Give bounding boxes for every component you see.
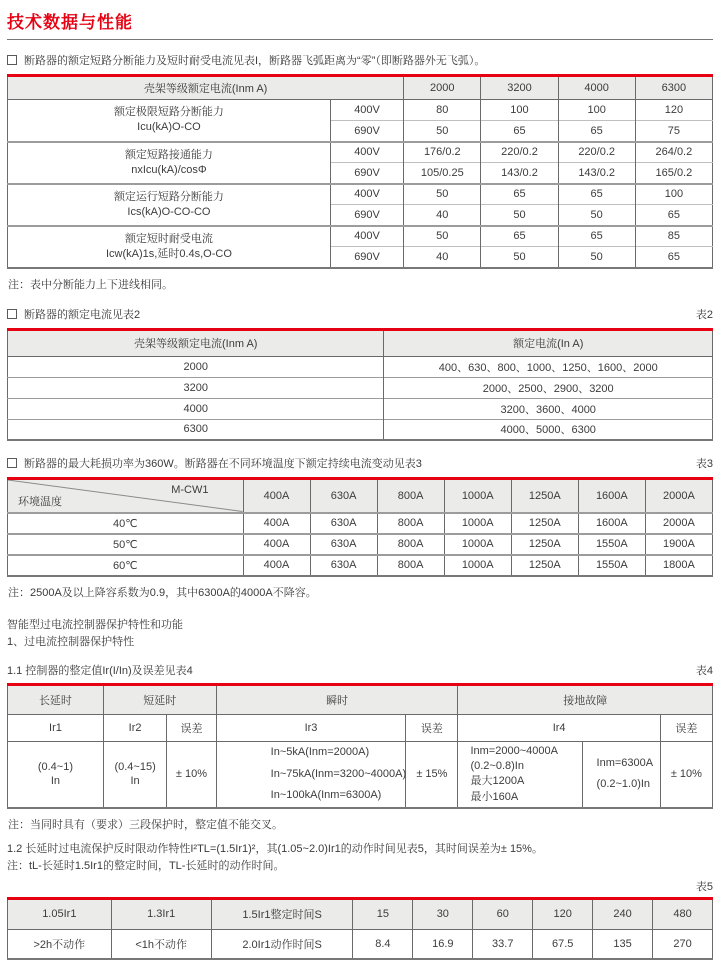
ground-fault-header: 接地故障 <box>458 684 713 714</box>
table2-header-row <box>8 329 713 356</box>
frame-cell: 6300 <box>8 419 384 440</box>
ir4-line: Inm=2000~4000A <box>470 744 558 757</box>
error-header: 误差 <box>406 714 458 741</box>
table3-tag: 表3 <box>695 458 713 470</box>
currents-cell: 400、630、800、1000、1250、1600、2000 <box>384 356 713 377</box>
table4-header-row-1 <box>8 684 713 714</box>
action-time-cell: 135 <box>593 929 653 959</box>
table-row <box>8 100 713 121</box>
value-cell: 1550A <box>578 534 645 555</box>
table2-rated-current <box>7 328 713 442</box>
ir1-line: (0.4~1) <box>37 760 74 773</box>
ir2-line: In <box>130 775 140 788</box>
ir4-line: (0.2~0.8)In <box>470 759 524 772</box>
table-row <box>8 555 713 576</box>
section-1-2-note: 注：tL-长延时1.5Ir1的整定时间，TL-长延时的动作时间。 <box>7 859 285 872</box>
time-setting-cell: 480 <box>653 898 713 929</box>
value-cell: 50 <box>404 121 481 142</box>
value-cell: 75 <box>635 121 712 142</box>
frame-cell: 4000 <box>8 398 384 419</box>
instantaneous-header: 瞬时 <box>216 684 458 714</box>
no-action-2h-cell: >2h不动作 <box>33 938 86 951</box>
column-header-cell: 1600A <box>578 479 645 513</box>
table3-temperature-derating <box>7 477 713 577</box>
value-cell: 1000A <box>444 555 511 576</box>
value-cell: 50 <box>404 226 481 247</box>
table4-header-row-2 <box>8 714 713 741</box>
table-row <box>8 419 713 440</box>
table2-tag: 表2 <box>695 308 713 321</box>
row-label-line: 额定短时耐受电流 <box>124 232 213 245</box>
table-row <box>8 377 713 398</box>
checkbox-square-icon <box>7 55 17 65</box>
value-cell: 630A <box>310 555 377 576</box>
value-cell: 800A <box>377 534 444 555</box>
value-cell: 65 <box>481 121 558 142</box>
row-label-line: Icu(kA)O-CO <box>137 121 201 134</box>
threshold-13-header: 1.3Ir1 <box>111 898 211 929</box>
ir4-line: Inm=6300A <box>596 757 654 770</box>
section-1-2-text: 1.2 长延时过电流保护反时限动作特性I²TL=(1.5Ir1)²，其(1.05~2.0)Ir1的动作时间见表5，其时间误差为± 15%。 <box>7 843 543 856</box>
action-time-cell: 33.7 <box>473 929 533 959</box>
table3-caption <box>7 455 713 471</box>
value-cell: 65 <box>481 226 558 247</box>
table5-data-row <box>8 929 713 959</box>
ir4-line: 最小160A <box>470 790 519 803</box>
value-cell: 176/0.2 <box>404 142 481 163</box>
table2-frame-header: 壳架等级额定电流(Inm A) <box>8 329 384 356</box>
short-delay-header: 短延时 <box>103 684 216 714</box>
value-cell: 1250A <box>511 555 578 576</box>
table2-caption-text: 断路器的额定电流见表2 <box>24 308 141 321</box>
table-row <box>8 534 713 555</box>
ir1-header: Ir1 <box>8 714 104 741</box>
table1-col-3200: 3200 <box>481 76 558 100</box>
value-cell: 800A <box>377 513 444 534</box>
value-cell: 2000A <box>645 513 712 534</box>
value-cell: 100 <box>481 100 558 121</box>
ir3-value-cell <box>216 741 406 808</box>
row-label-line: 额定短路接通能力 <box>124 148 213 161</box>
table3-caption-text: 断路器的最大耗损功率为360W。断路器在不同环境温度下额定持续电流变动见表3 <box>24 458 422 470</box>
row-label-line: 额定运行短路分断能力 <box>113 190 224 203</box>
currents-cell: 3200、3600、4000 <box>384 398 713 419</box>
value-cell: 220/0.2 <box>558 142 635 163</box>
ir1-value-cell <box>8 741 104 808</box>
value-cell: 80 <box>404 100 481 121</box>
ir4-line: (0.2~1.0)In <box>596 778 651 791</box>
value-cell: 65 <box>481 184 558 205</box>
voltage-cell: 400V <box>330 226 403 247</box>
error-header: 误差 <box>660 714 712 741</box>
table-row <box>8 184 713 205</box>
currents-cell: 4000、5000、6300 <box>384 419 713 440</box>
value-cell: 65 <box>558 226 635 247</box>
temperature-cell: 40℃ <box>8 513 244 534</box>
table1-note: 注：表中分断能力上下进线相同。 <box>8 278 173 291</box>
action-time-label-cell: 2.0Ir1动作时间S <box>211 929 353 959</box>
currents-cell: 2000、2500、2900、3200 <box>384 377 713 398</box>
row-label-line: Ics(kA)O-CO-CO <box>127 205 211 218</box>
value-cell: 40 <box>404 205 481 226</box>
table5-tag: 表5 <box>695 880 713 893</box>
table1-row-label-icw <box>8 226 331 268</box>
table1-col-4000: 4000 <box>558 76 635 100</box>
diagonal-top-label: M-CW1 <box>171 484 209 496</box>
value-cell: 65 <box>558 121 635 142</box>
voltage-cell: 400V <box>330 142 403 163</box>
ir1-line: In <box>50 775 61 788</box>
voltage-cell: 690V <box>330 163 403 184</box>
value-cell: 1000A <box>444 534 511 555</box>
table1-caption <box>7 52 713 68</box>
value-cell: 800A <box>377 555 444 576</box>
table1-row-label-ics <box>8 184 331 226</box>
table2-current-header: 额定电流(In A) <box>384 329 713 356</box>
value-cell: 400A <box>243 513 310 534</box>
action-time-cell: 67.5 <box>533 929 593 959</box>
table-row <box>8 142 713 163</box>
value-cell: 50 <box>481 205 558 226</box>
table4-note: 注：当同时具有（要求）三段保护时，整定值不能交叉。 <box>8 819 283 832</box>
value-cell: 100 <box>635 184 712 205</box>
table5-header-row <box>8 898 713 929</box>
voltage-cell: 400V <box>330 184 403 205</box>
ir4-value-cell-b <box>582 741 660 808</box>
voltage-cell: 690V <box>330 205 403 226</box>
value-cell: 143/0.2 <box>558 163 635 184</box>
column-header-cell: 630A <box>310 479 377 513</box>
time-setting-cell: 60 <box>473 898 533 929</box>
value-cell: 50 <box>558 205 635 226</box>
row-label-line: Icw(kA)1s,延时0.4s,O-CO <box>105 247 232 260</box>
value-cell: 50 <box>404 184 481 205</box>
table1-col-6300: 6300 <box>635 76 712 100</box>
ir2-line: (0.4~15) <box>114 760 156 773</box>
table-row <box>8 513 713 534</box>
voltage-cell: 690V <box>330 121 403 142</box>
table3-note: 注：2500A及以上降容系数为0.9，其中6300A的4000A不降容。 <box>8 586 317 599</box>
value-cell: 1250A <box>511 513 578 534</box>
column-header-cell: 2000A <box>645 479 712 513</box>
value-cell: 264/0.2 <box>635 142 712 163</box>
table3-diagonal-header <box>8 479 244 513</box>
checkbox-square-icon <box>7 309 17 319</box>
table4-tag: 表4 <box>695 664 713 677</box>
table1-frame-current-header: 壳架等级额定电流(Inm A) <box>8 76 404 100</box>
value-cell: 65 <box>635 205 712 226</box>
value-cell: 1000A <box>444 513 511 534</box>
ir3-line: In~100kA(Inm=6300A) <box>270 789 382 802</box>
time-setting-cell: 240 <box>593 898 653 929</box>
value-cell: 65 <box>635 247 712 268</box>
threshold-105-header: 1.05Ir1 <box>8 898 112 929</box>
table-row <box>8 356 713 377</box>
action-time-cell: 8.4 <box>353 929 413 959</box>
table4-data-row <box>8 741 713 808</box>
column-header-cell: 1250A <box>511 479 578 513</box>
ir4-header: Ir4 <box>458 714 660 741</box>
table1-col-2000: 2000 <box>404 76 481 100</box>
value-cell: 1550A <box>578 555 645 576</box>
value-cell: 400A <box>243 534 310 555</box>
time-setting-cell: 120 <box>533 898 593 929</box>
section-heading-3: 1.1 控制器的整定值Ir(I/In)及误差见表4 <box>7 664 193 677</box>
column-header-cell: 1000A <box>444 479 511 513</box>
value-cell: 143/0.2 <box>481 163 558 184</box>
action-time-cell: 270 <box>653 929 713 959</box>
value-cell: 120 <box>635 100 712 121</box>
table3-header-row <box>8 479 713 513</box>
ir3-line: In~5kA(Inm=2000A) <box>270 746 370 759</box>
no-action-1h-cell: <1h不动作 <box>111 929 211 959</box>
table-row <box>8 398 713 419</box>
value-cell: 1800A <box>645 555 712 576</box>
value-cell: 40 <box>404 247 481 268</box>
error2-cell: ± 15% <box>406 741 458 808</box>
value-cell: 105/0.25 <box>404 163 481 184</box>
ir3-line: In~75kA(Inm=3200~4000A) <box>270 767 407 780</box>
value-cell: 50 <box>481 247 558 268</box>
temperature-cell: 50℃ <box>8 534 244 555</box>
ir2-value-cell <box>103 741 166 808</box>
error-header: 误差 <box>167 714 216 741</box>
value-cell: 165/0.2 <box>635 163 712 184</box>
section-heading-2: 1、过电流控制器保护特性 <box>7 635 135 648</box>
value-cell: 220/0.2 <box>481 142 558 163</box>
table1-caption-text: 断路器的额定短路分断能力及短时耐受电流见表I，断路器飞弧距离为“零”（即断路器外无飞弧）。 <box>24 55 486 67</box>
frame-cell: 3200 <box>8 377 384 398</box>
value-cell: 400A <box>243 555 310 576</box>
page-title: 技术数据与性能 <box>7 13 133 32</box>
value-cell: 1900A <box>645 534 712 555</box>
setting-time-header: 1.5Ir1整定时间S <box>211 898 353 929</box>
section-heading-1: 智能型过电流控制器保护特性和功能 <box>7 618 183 631</box>
section-heading-3-line <box>7 662 713 678</box>
value-cell: 1250A <box>511 534 578 555</box>
row-label-line: 额定极限短路分断能力 <box>113 106 224 119</box>
value-cell: 65 <box>558 184 635 205</box>
temperature-cell: 60℃ <box>8 555 244 576</box>
action-time-cell: 16.9 <box>413 929 473 959</box>
time-setting-cell: 30 <box>413 898 473 929</box>
voltage-cell: 400V <box>330 100 403 121</box>
column-header-cell: 400A <box>243 479 310 513</box>
table2-caption <box>7 306 713 322</box>
column-header-cell: 800A <box>377 479 444 513</box>
ir4-value-cell-a <box>458 741 582 808</box>
value-cell: 50 <box>558 247 635 268</box>
voltage-cell: 690V <box>330 247 403 268</box>
table1-header-row <box>8 76 713 100</box>
table1-row-label-making <box>8 142 331 184</box>
title-divider <box>7 39 713 40</box>
time-setting-cell: 15 <box>353 898 413 929</box>
table-row <box>8 226 713 247</box>
frame-cell: 2000 <box>183 360 208 373</box>
ir3-header: Ir3 <box>216 714 406 741</box>
row-label-line: nxIcu(kA)/cosΦ <box>131 163 207 176</box>
table5-long-delay-times <box>7 897 713 960</box>
diagonal-bottom-label: 环境温度 <box>18 495 62 508</box>
error3-cell: ± 10% <box>660 741 712 808</box>
table1-row-label-icu <box>8 100 331 142</box>
value-cell: 100 <box>558 100 635 121</box>
value-cell: 85 <box>635 226 712 247</box>
table1-short-circuit-capacity <box>7 74 713 269</box>
value-cell: 630A <box>310 534 377 555</box>
error1-cell: ± 10% <box>167 741 216 808</box>
checkbox-square-icon <box>7 458 17 468</box>
value-cell: 1600A <box>578 513 645 534</box>
ir2-header: Ir2 <box>103 714 166 741</box>
table4-controller-settings <box>7 683 713 810</box>
ir4-line: 最大1200A <box>470 775 525 788</box>
value-cell: 630A <box>310 513 377 534</box>
long-delay-header: 长延时 <box>8 684 104 714</box>
